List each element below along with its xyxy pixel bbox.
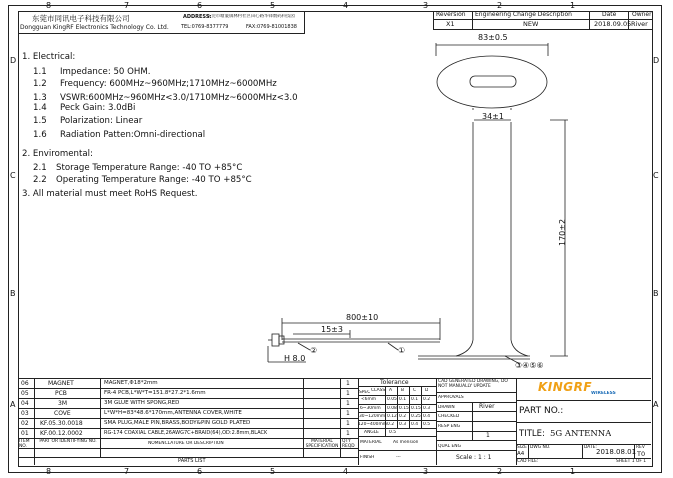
zone-number: 3 — [423, 467, 429, 476]
part-desc: FR-4 PCB,L*W*T=151.8*27.2*1.6mm — [104, 390, 206, 396]
company-fax: FAX:0769-81001838 — [246, 24, 297, 30]
company-address: 东莞市塘厦镇林村社区田心路华锋数码科技园 — [207, 14, 295, 19]
tol-range: 6~30mm — [360, 406, 381, 411]
zone-letter: D — [653, 56, 660, 65]
address-label: ADDRESS: — [183, 14, 212, 20]
tol-col: D — [425, 388, 429, 393]
part-desc: L*W*H=83*48.6*170mm,ANTENNA COVER,WHITE — [104, 410, 242, 416]
zone-number: 8 — [46, 1, 52, 10]
item-no: 03 — [21, 410, 29, 417]
material-label: MATERIAL — [360, 440, 382, 445]
spec-num: 1.6 — [33, 130, 47, 140]
balloon-1: ① — [398, 346, 406, 355]
spec-text: Operating Temperature Range: -40 TO +85°C — [56, 175, 252, 185]
spec-text: VSWR:600MHz~960MHz<3.0/1710MHz~6000MHz<3.0 — [60, 93, 298, 103]
kingrf-logo-tagline: WIRELESS — [591, 391, 616, 396]
zone-number: 1 — [570, 1, 576, 10]
approvals-block — [436, 378, 517, 465]
item-no: 05 — [21, 390, 29, 397]
spec-text: Impedance: 50 OHM. — [60, 67, 151, 77]
tol-value: 0.2 — [399, 414, 406, 419]
size-label: SIZE — [517, 445, 527, 450]
tol-value: 0.2 — [423, 397, 430, 402]
zone-number: 5 — [270, 1, 276, 10]
spec-num: 1.1 — [33, 67, 47, 77]
spec-num: 1.2 — [33, 79, 47, 89]
spec-num: 1.4 — [33, 103, 47, 113]
part-desc: MAGNET,Φ18*2mm — [104, 380, 158, 386]
tol-value: 0.3 — [399, 422, 406, 427]
item-no: 06 — [21, 380, 29, 387]
zone-number: 1 — [570, 467, 576, 476]
checked-label: CHECKED — [438, 414, 460, 419]
part-no: KF.00.12.0002 — [40, 430, 83, 437]
rev-header: Reversion — [436, 11, 466, 18]
tol-value: 0.1 — [411, 397, 418, 402]
dwg-no-label: DWG NO. — [530, 445, 551, 450]
spec-text: Storage Temperature Range: -40 TO +85°C — [56, 163, 243, 173]
date-value: 2018.08.01 — [596, 448, 637, 456]
spec-text: Polarization: Linear — [60, 116, 143, 126]
rev-date: 2018.09.05 — [594, 20, 632, 28]
zone-number: 2 — [497, 467, 503, 476]
tol-col: C — [413, 388, 417, 393]
zone-letter: B — [653, 289, 659, 298]
tol-value: 0.15 — [411, 406, 421, 411]
header-desc: NOMENCLATURE OR DESCRIPTION — [148, 441, 224, 446]
balloon-2: ② — [310, 346, 318, 355]
spec-num: 1.3 — [33, 93, 47, 103]
tol-value: 0.15 — [399, 406, 409, 411]
zone-number: 8 — [46, 467, 52, 476]
parts-list-title: PARTS LIST — [178, 458, 206, 464]
part-desc: RG-174 COAXIAL CABLE,26AWG7C+BRAID(64),OD:2.8mm,BLACK — [104, 430, 268, 436]
tol-value: 0.1 — [399, 397, 406, 402]
zone-number: 5 — [270, 467, 276, 476]
part-qty: 1 — [346, 380, 350, 387]
spec-num: 1.5 — [33, 116, 47, 126]
tol-value: 0.25 — [411, 414, 421, 419]
tol-range: 120~400mm — [358, 422, 387, 427]
part-desc: SMA PLUG,MALE PIN,BRASS,BODY&PIN GOLD PLATED — [104, 420, 251, 426]
rev-header: Owner — [632, 11, 652, 18]
header-material: MATERIAL SPECIFICATION — [305, 439, 339, 449]
zone-letter: D — [10, 56, 17, 65]
rohs-note: 3. All material must meet RoHS Request. — [22, 189, 198, 199]
parts-list — [18, 378, 359, 465]
date-label: DATE: — [584, 445, 597, 450]
qual-eng-label: QUAL ENG — [438, 444, 461, 449]
zone-letter: C — [653, 171, 659, 180]
tol-range: <6mm — [361, 397, 377, 402]
tolerance-title: Tolerance — [380, 379, 409, 386]
tol-value: 0.4 — [423, 414, 430, 419]
tol-col: CLASS — [371, 388, 386, 393]
zone-letter: A — [10, 400, 16, 409]
zone-number: 6 — [197, 1, 203, 10]
dim-strip: 15±3 — [321, 325, 343, 334]
company-name-cn: 东莞市同讯电子科技有限公司 — [32, 14, 130, 23]
tol-spec-label: SPEC — [359, 390, 371, 395]
zone-number: 4 — [343, 467, 349, 476]
item-no: 01 — [21, 430, 29, 437]
rev-header: Engineering Change Description — [475, 11, 572, 18]
spec-text: Radiation Patten:Omni-directional — [60, 130, 206, 140]
tol-col: B — [401, 388, 405, 393]
resp-eng-label: RESP ENG — [438, 424, 461, 429]
dim-neck-width: 34±1 — [482, 112, 504, 121]
zone-letter: B — [10, 289, 16, 298]
zone-letter: C — [10, 171, 16, 180]
title-label: TITLE: — [519, 429, 545, 439]
dim-width-top: 83±0.5 — [478, 33, 508, 42]
balloon-3-6: ③④⑤⑥ — [515, 361, 544, 370]
zone-number: 7 — [124, 1, 130, 10]
part-qty: 1 — [346, 410, 350, 417]
electrical-heading: 1. Electrical: — [22, 52, 76, 62]
rev-value: X1 — [446, 20, 455, 28]
drawing-title: 5G ANTENNA — [550, 429, 612, 439]
company-tel: TEL:0769-8377779 — [181, 24, 229, 30]
header-item: ITEM NO. — [19, 439, 30, 449]
spec-text: Frequency: 600MHz~960MHz;1710MHz~6000MHz — [60, 79, 277, 89]
part-no: PCB — [55, 390, 67, 397]
size-value: A4 — [517, 451, 525, 457]
header-part: PART OR IDENTIFYING NO. — [39, 439, 97, 444]
part-no: KF.05.30.0018 — [40, 420, 83, 427]
header-qty: QTY REQD — [342, 439, 355, 449]
drawn-value: River — [479, 403, 495, 410]
rev-description: NEW — [523, 20, 539, 28]
spec-text: Peck Gain: 3.0dBi — [60, 103, 136, 113]
rev-owner: River — [631, 20, 648, 28]
rev-code: T0 — [637, 450, 646, 458]
angle-label: ANGLE — [364, 430, 379, 435]
material-value: As mension — [393, 440, 419, 445]
sheet-label: SHEET 1 OF 1 — [616, 459, 647, 464]
angle-value: 0.5 — [389, 430, 396, 435]
tol-value: 0.08 — [387, 406, 397, 411]
cad-file-label: CAD FILE: — [517, 459, 539, 464]
tolerance-block — [358, 378, 437, 465]
part-desc: 3M GLUE WITH SPONG,RED — [104, 400, 180, 406]
tol-value: 0.3 — [423, 406, 430, 411]
item-no: 04 — [21, 400, 29, 407]
tol-value: 0.12 — [387, 414, 397, 419]
title-area — [516, 378, 651, 465]
part-no: MAGNET — [48, 380, 74, 387]
part-no-label: PART NO.: — [519, 406, 564, 416]
tol-value: 0.4 — [411, 422, 418, 427]
part-qty: 1 — [346, 390, 350, 397]
part-qty: 1 — [346, 430, 350, 437]
spec-num: 2.2 — [33, 175, 47, 185]
dim-height: 170±2 — [558, 218, 567, 246]
tol-col: A — [389, 388, 393, 393]
tol-range: 30~120mm — [359, 414, 386, 419]
part-no: 3M — [58, 400, 67, 407]
finish-value: --- — [396, 455, 401, 460]
sheet-count: 1 — [486, 432, 490, 439]
cad-note: CAD GENERATED DRAWING, DO NOT MANUALLY UPDATE — [438, 379, 508, 389]
rev-label: REV — [636, 445, 645, 450]
dim-cable-length: 800±10 — [346, 313, 379, 322]
approvals-label: APPROVALS — [438, 395, 464, 400]
zone-number: 7 — [124, 467, 130, 476]
rev-header: Date — [602, 11, 617, 18]
dim-h: H 8.0 — [284, 354, 306, 363]
kingrf-logo: KINGRF — [538, 380, 593, 394]
zone-letter: A — [653, 400, 659, 409]
tol-value: 0.2 — [387, 422, 394, 427]
finish-label: FINISH — [360, 455, 375, 460]
part-qty: 1 — [346, 420, 350, 427]
zone-number: 4 — [343, 1, 349, 10]
drawn-label: DRAWN — [438, 405, 455, 410]
part-no: COVE — [54, 410, 71, 417]
environmental-heading: 2. Enviromental: — [22, 149, 93, 159]
spec-num: 2.1 — [33, 163, 47, 173]
zone-number: 2 — [497, 1, 503, 10]
part-qty: 1 — [346, 400, 350, 407]
tol-value: 0.5 — [423, 422, 430, 427]
zone-number: 3 — [423, 1, 429, 10]
scale: Scale : 1 : 1 — [456, 454, 492, 461]
item-no: 02 — [21, 420, 29, 427]
tol-value: 0.05 — [387, 397, 397, 402]
company-name-en: Dongguan KingRF Electronics Technology Co. Ltd. — [20, 24, 169, 31]
zone-number: 6 — [197, 467, 203, 476]
